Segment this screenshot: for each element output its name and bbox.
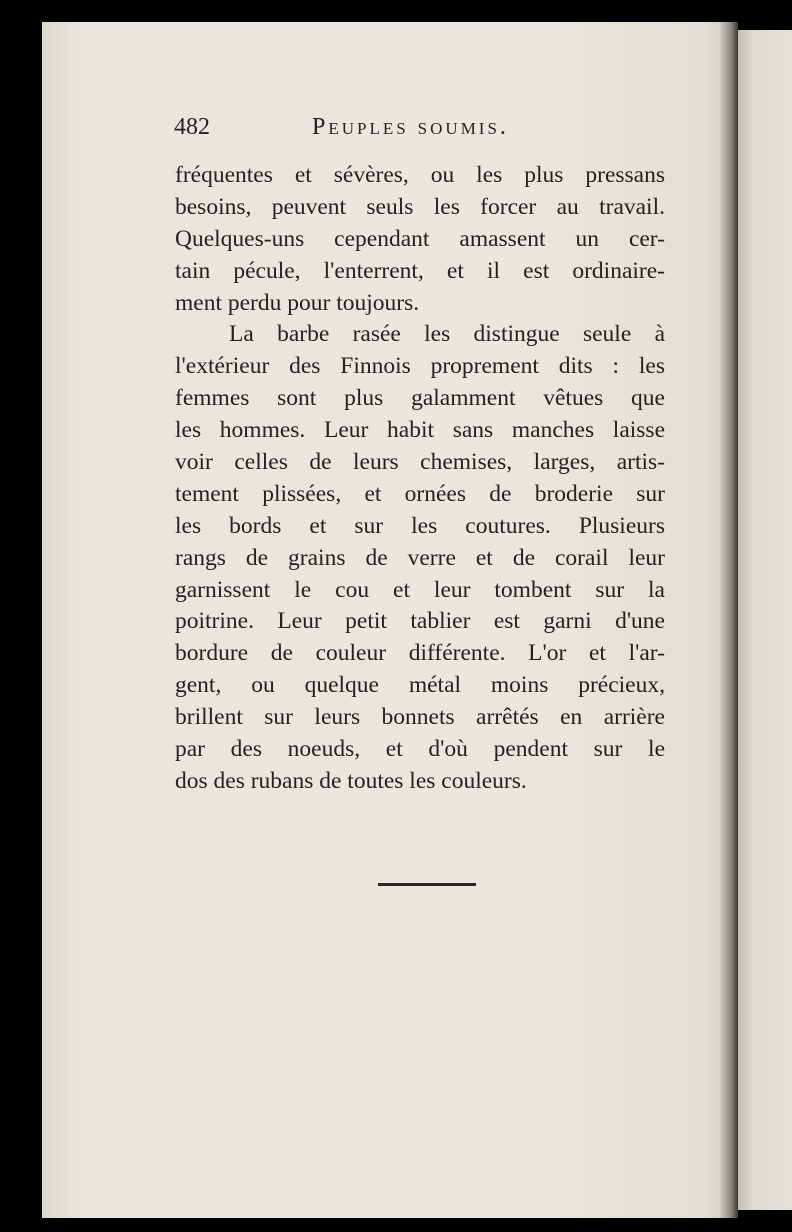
section-end-rule [378, 883, 476, 886]
running-title: Peuples soumis. [312, 114, 509, 140]
text-line: dos des rubans de toutes les couleurs. [175, 767, 527, 794]
text-line: rangs de grains de verre et de corail leur [175, 544, 665, 571]
text-line: La barbe rasée les distingue seule à [229, 321, 665, 348]
text-line: ment perdu pour toujours. [175, 289, 420, 316]
text-line: Quelques-uns cependant amassent un cer- [175, 225, 665, 252]
facing-page-edge [736, 30, 792, 1210]
text-line: besoins, peuvent seuls les forcer au travail. [175, 193, 665, 220]
text-line: fréquentes et sévères, ou les plus pressans [175, 162, 665, 188]
text-line: gent, ou quelque métal moins précieux, [175, 672, 665, 699]
text-line: bordure de couleur différente. L'or et l'ar- [175, 640, 665, 667]
body-text [175, 160, 665, 798]
text-line: brillent sur leurs bonnets arrêtés en arrière [175, 704, 665, 731]
text-line: tement plissées, et ornées de broderie sur [175, 480, 665, 507]
book-gutter [720, 22, 738, 1218]
text-line: tain pécule, l'enterrent, et il est ordinaire- [175, 257, 665, 284]
text-line: femmes sont plus galamment vêtues que [175, 385, 665, 412]
text-line: l'extérieur des Finnois proprement dits : les [175, 353, 665, 380]
text-line: garnissent le cou et leur tombent sur la [175, 576, 665, 603]
text-line: voir celles de leurs chemises, larges, artis- [175, 449, 665, 476]
text-line: poitrine. Leur petit tablier est garni d'une [175, 608, 665, 635]
page-number: 482 [174, 114, 210, 140]
text-line: par des noeuds, et d'où pendent sur le [175, 736, 665, 763]
text-line: les bords et sur les coutures. Plusieurs [175, 512, 665, 539]
text-line: les hommes. Leur habit sans manches laisse [175, 417, 665, 444]
page-header [174, 112, 664, 146]
